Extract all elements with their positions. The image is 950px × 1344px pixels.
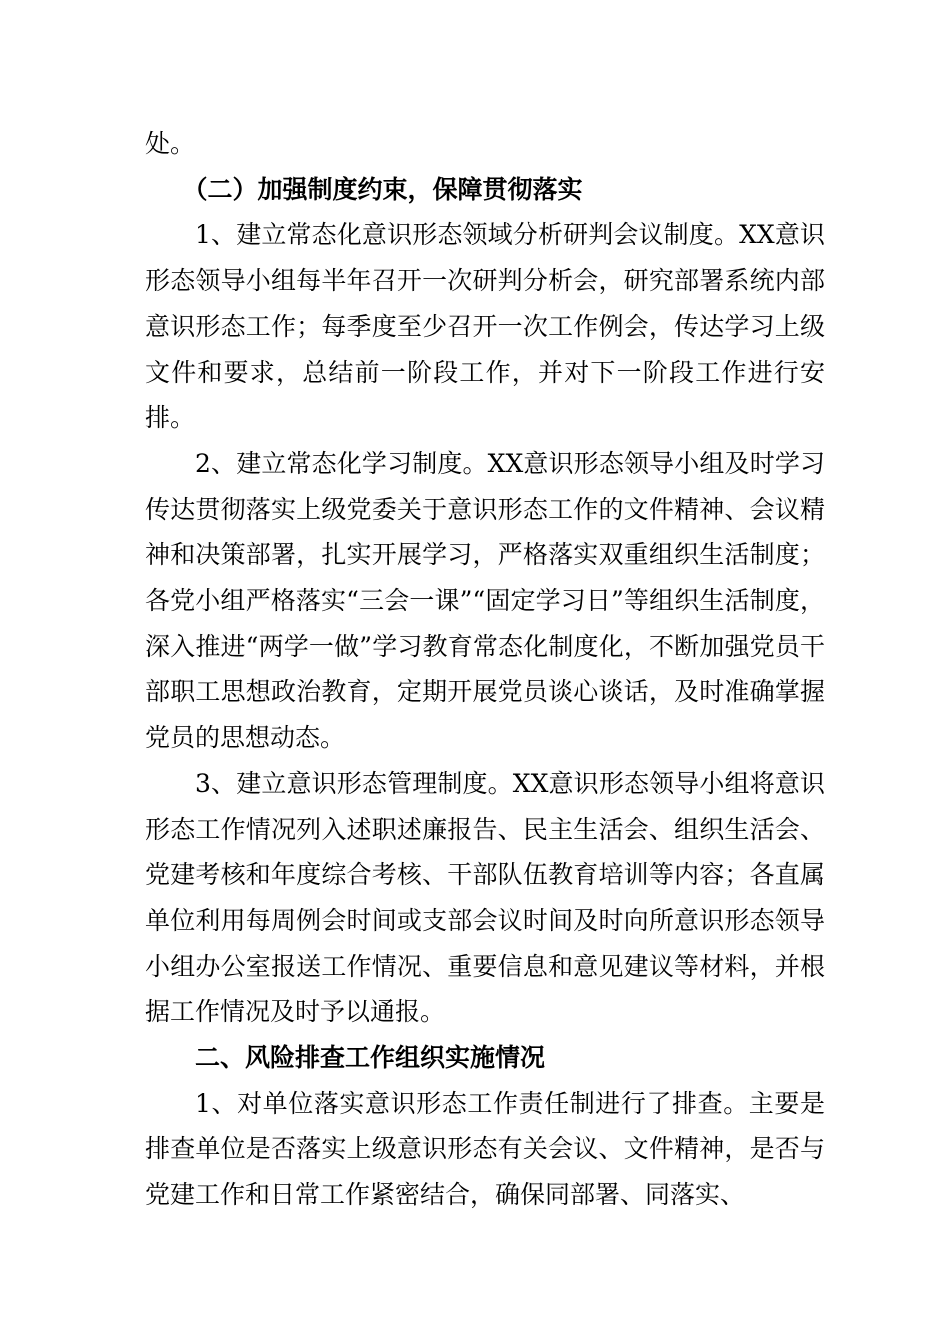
section-heading-risk-inspection: 二、风险排查工作组织实施情况	[195, 1043, 546, 1073]
paragraph-item-1-analysis-meeting: 1、建立常态化意识形态领域分析研判会议制度。XX意识形态领导小组每半年召开一次研判分析会，研究部署系统内部意识形态工作；每季度至少召开一次工作例会，传达学习上级文件和要求，总结前一阶段工作，并对下一阶段工作进行安排。	[145, 220, 825, 433]
paragraph-continuation: 处。	[145, 129, 196, 158]
paragraph-item-2-study-system: 2、建立常态化学习制度。XX意识形态领导小组及时学习传达贯彻落实上级党委关于意识形态工作的文件精神、会议精神和决策部署，扎实开展学习，严格落实双重组织生活制度；各党小组严格落实“三会一课”“固定学习日”等组织生活制度，深入推进“两学一做”学习教育常态化制度化，不断加强党员干部职工思想政治教育，定期开展党员谈心谈话，及时准确掌握党员的思想动态。	[145, 448, 825, 753]
section-heading-strengthen-system: （二）加强制度约束，保障贯彻落实	[182, 174, 583, 204]
paragraph-item-1-responsibility-inspection: 1、对单位落实意识形态工作责任制进行了排查。主要是排查单位是否落实上级意识形态有关会议、文件精神，是否与党建工作和日常工作紧密结合，确保同部署、同落实、	[145, 1088, 825, 1210]
paragraph-item-3-management-system: 3、建立意识形态管理制度。XX意识形态领导小组将意识形态工作情况列入述职述廉报告、民主生活会、组织生活会、党建考核和年度综合考核、干部队伍教育培训等内容；各直属单位利用每周例会时间或支部会议时间及时向所意识形态领导小组办公室报送工作情况、重要信息和意见建议等材料，并根据工作情况及时予以通报。	[145, 768, 825, 1027]
document-body	[145, 121, 825, 1218]
